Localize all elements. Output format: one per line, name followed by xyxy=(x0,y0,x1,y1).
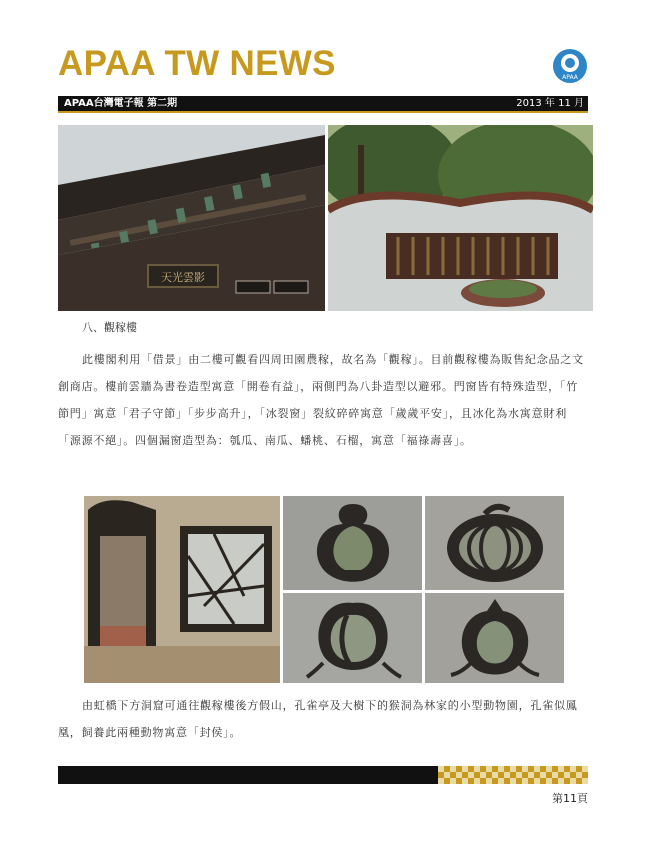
section-heading: 八、觀稼樓 xyxy=(82,321,137,334)
issue-label: APAA台灣電子報 第二期 xyxy=(64,98,178,109)
photo-scroll-wall xyxy=(328,125,593,311)
photo-window-peach xyxy=(283,593,422,683)
paragraph-1: 此樓閣利用「借景」由二樓可觀看四周田園農稼，故名為「觀稼」。目前觀稼樓為販售紀念品之文創商店。樓前雲牆為書卷造型寓意「開卷有益」，兩側門為八卦造型以避邪。門窗皆有特殊造型，「竹節門」寓意「君子守節」「步步高升」，「冰裂窗」裂紋碎碎寓意「歲歲平安」，且冰化為水寓意財利「源源不絕」。四個漏窗造型為：瓠瓜、南瓜、蟠桃、石榴，寓意「福祿壽喜」。 xyxy=(58,353,584,447)
masthead-title: APAA TW NEWS xyxy=(58,44,336,83)
photo-window-pomegranate xyxy=(425,593,564,683)
signboard-text: 天光雲影 xyxy=(161,271,205,284)
apaa-logo xyxy=(552,48,588,84)
footer-checker-pattern xyxy=(438,766,588,784)
photo-window-pumpkin xyxy=(425,496,564,590)
photo-guanjia-pavilion xyxy=(58,125,325,311)
photo-window-gourd xyxy=(283,496,422,590)
logo-text: APAA xyxy=(562,74,578,81)
paragraph-2: 由虹橋下方洞窟可通往觀稼樓後方假山，孔雀亭及大樹下的猴洞為林家的小型動物園，孔雀似鳳凰，飼養此兩種動物寓意「封侯」。 xyxy=(58,699,578,739)
page-number: 第11頁 xyxy=(552,792,588,805)
issue-date: 2013 年 11 月 xyxy=(516,98,584,109)
photo-bamboo-door-window xyxy=(84,496,280,683)
